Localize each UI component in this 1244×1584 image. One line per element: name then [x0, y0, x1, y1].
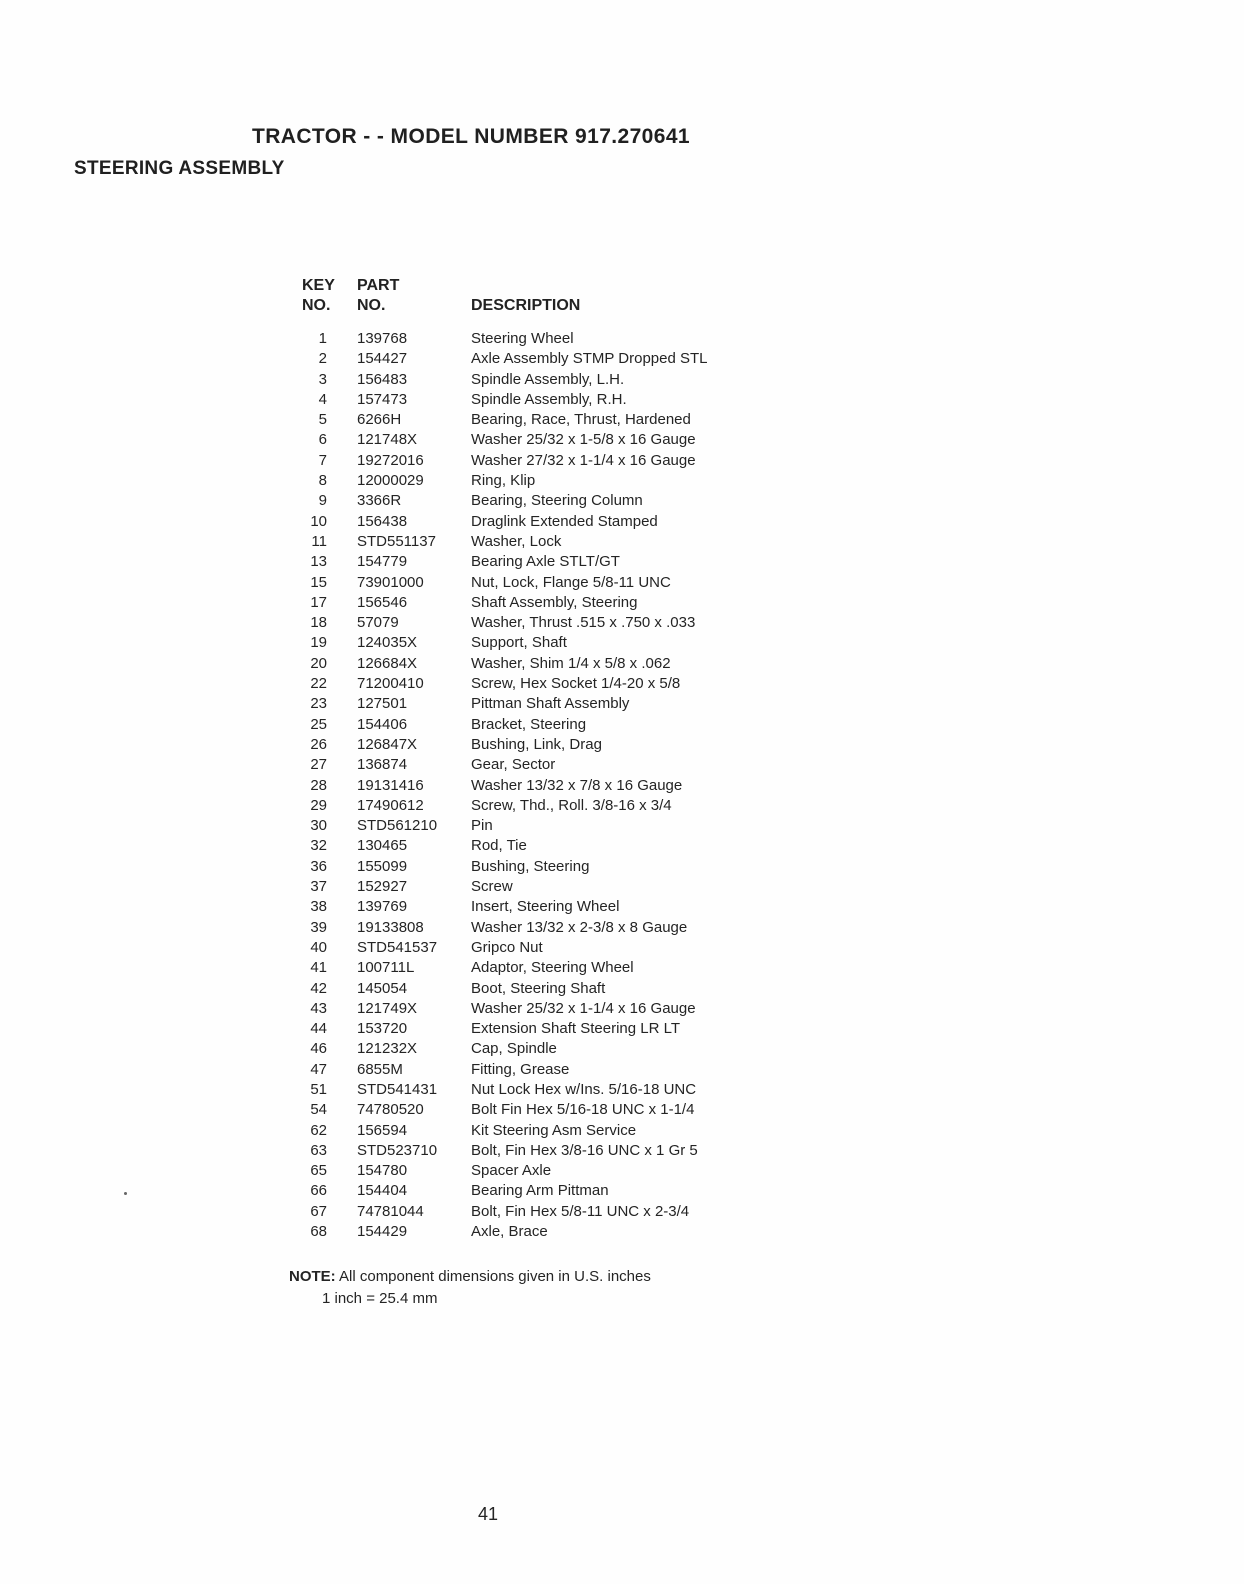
table-row	[296, 1121, 936, 1141]
table-row	[296, 1181, 936, 1201]
part-no-cell: 152927	[357, 878, 408, 896]
key-no-cell: 5	[318, 411, 327, 429]
note-text: All component dimensions given in U.S. inches	[335, 1268, 651, 1285]
table-row	[296, 715, 936, 735]
description-cell: Washer 27/32 x 1-1/4 x 16 Gauge	[471, 451, 696, 469]
table-row	[296, 735, 936, 755]
key-no-cell: 27	[310, 756, 327, 774]
table-row	[296, 938, 936, 958]
key-no-cell: 47	[310, 1060, 327, 1078]
key-no-cell: 20	[310, 654, 327, 672]
part-no-cell: 73901000	[357, 573, 424, 591]
part-no-cell: 126684X	[357, 654, 418, 672]
description-cell: Washer, Thrust .515 x .750 x .033	[471, 614, 696, 632]
description-cell: Insert, Steering Wheel	[471, 898, 620, 916]
part-no-cell: STD541431	[357, 1080, 438, 1098]
key-no-cell: 6	[318, 431, 327, 449]
key-no-cell: 29	[310, 796, 327, 814]
description-cell: Washer, Shim 1/4 x 5/8 x .062	[471, 654, 671, 672]
description-cell: Draglink Extended Stamped	[471, 512, 658, 530]
description-cell: Bolt, Fin Hex 3/8-16 UNC x 1 Gr 5	[471, 1141, 698, 1159]
key-no-cell: 9	[318, 492, 327, 510]
table-row	[296, 755, 936, 775]
table-row	[296, 958, 936, 978]
key-no-cell: 62	[310, 1121, 327, 1139]
description-cell: Steering Wheel	[471, 330, 574, 347]
table-row	[296, 573, 936, 593]
table-row	[296, 349, 936, 369]
description-cell: Pin	[471, 817, 493, 835]
table-row	[296, 390, 936, 410]
part-no-cell: 19272016	[357, 451, 424, 469]
description-cell: Adaptor, Steering Wheel	[471, 959, 634, 977]
table-row	[296, 999, 936, 1019]
table-row	[296, 1060, 936, 1080]
table-row	[296, 1019, 936, 1039]
part-no-cell: 6266H	[357, 411, 402, 429]
description-cell: Washer 13/32 x 2-3/8 x 8 Gauge	[471, 918, 688, 936]
part-no-cell: 57079	[357, 614, 399, 632]
key-no-cell: 67	[310, 1202, 327, 1220]
header-key-line2: NO.	[302, 297, 331, 314]
part-no-cell: 145054	[357, 979, 408, 997]
description-cell: Washer 13/32 x 7/8 x 16 Gauge	[471, 776, 683, 794]
key-no-cell: 46	[310, 1040, 327, 1058]
key-no-cell: 19	[310, 634, 327, 652]
part-no-cell: 12000029	[357, 472, 424, 490]
description-cell: Washer, Lock	[471, 532, 562, 550]
description-cell: Screw, Thd., Roll. 3/8-16 x 3/4	[471, 796, 672, 814]
table-row	[296, 897, 936, 917]
description-cell: Pittman Shaft Assembly	[471, 695, 630, 713]
part-no-cell: 136874	[357, 756, 408, 774]
part-no-cell: 156438	[357, 512, 408, 530]
description-cell: Boot, Steering Shaft	[471, 979, 606, 997]
description-cell: Ring, Klip	[471, 472, 536, 490]
key-no-cell: 3	[318, 370, 327, 388]
table-row	[296, 471, 936, 491]
part-no-cell: 74780520	[357, 1101, 424, 1119]
note-label: NOTE:	[289, 1268, 336, 1285]
table-row	[296, 552, 936, 572]
table-row	[296, 816, 936, 836]
part-no-cell: 157473	[357, 390, 408, 408]
header-part-line2: NO.	[357, 297, 386, 314]
key-no-cell: 4	[318, 390, 327, 408]
table-row	[296, 877, 936, 897]
parts-table	[296, 276, 936, 1242]
key-no-cell: 54	[310, 1101, 327, 1119]
part-no-cell: 126847X	[357, 735, 418, 753]
description-cell: Gripco Nut	[471, 938, 543, 956]
key-no-cell: 36	[310, 857, 327, 875]
key-no-cell: 10	[310, 512, 327, 530]
description-cell: Bearing Arm Pittman	[471, 1182, 609, 1200]
key-no-cell: 13	[310, 553, 327, 571]
description-cell: Fitting, Grease	[471, 1060, 570, 1078]
part-no-cell: 124035X	[357, 634, 418, 652]
table-header-line1	[296, 276, 936, 296]
table-row	[296, 1202, 936, 1222]
key-no-cell: 18	[310, 614, 327, 632]
key-no-cell: 17	[310, 593, 327, 611]
table-row	[296, 410, 936, 430]
description-cell: Bearing, Steering Column	[471, 492, 643, 510]
table-row	[296, 1161, 936, 1181]
note-block	[289, 1266, 651, 1310]
table-row	[296, 776, 936, 796]
key-no-cell: 15	[310, 573, 327, 591]
key-no-cell: 8	[318, 472, 327, 490]
description-cell: Bearing, Race, Thrust, Hardened	[471, 411, 691, 429]
page-number: 41	[478, 1504, 499, 1524]
key-no-cell: 7	[318, 451, 327, 469]
part-no-cell: 156546	[357, 593, 408, 611]
part-no-cell: 19133808	[357, 918, 424, 936]
description-cell: Washer 25/32 x 1-1/4 x 16 Gauge	[471, 999, 696, 1017]
part-no-cell: 154429	[357, 1223, 408, 1241]
part-no-cell: 3366R	[357, 492, 402, 510]
table-header	[296, 276, 936, 316]
key-no-cell: 38	[310, 898, 327, 916]
table-row	[296, 593, 936, 613]
description-cell: Shaft Assembly, Steering	[471, 593, 638, 611]
header-part-line1: PART	[357, 277, 400, 294]
page-title: TRACTOR - - MODEL NUMBER 917.270641	[252, 125, 690, 148]
key-no-cell: 2	[318, 350, 327, 368]
note-line1	[289, 1266, 651, 1288]
part-no-cell: 139769	[357, 898, 408, 916]
key-no-cell: 63	[310, 1141, 327, 1159]
table-row	[296, 1039, 936, 1059]
table-row	[296, 674, 936, 694]
key-no-cell: 30	[310, 817, 327, 835]
note-line2: 1 inch = 25.4 mm	[322, 1290, 438, 1307]
part-no-cell: 74781044	[357, 1202, 424, 1220]
description-cell: Bushing, Steering	[471, 857, 590, 875]
key-no-cell: 39	[310, 918, 327, 936]
part-no-cell: 17490612	[357, 796, 424, 814]
key-no-cell: 43	[310, 999, 327, 1017]
part-no-cell: 121232X	[357, 1040, 418, 1058]
key-no-cell: 41	[310, 959, 327, 977]
table-row	[296, 654, 936, 674]
description-cell: Spindle Assembly, R.H.	[471, 390, 627, 408]
part-no-cell: 154780	[357, 1162, 408, 1180]
description-cell: Gear, Sector	[471, 756, 556, 774]
header-description: DESCRIPTION	[471, 297, 581, 314]
section-title: STEERING ASSEMBLY	[74, 158, 285, 179]
part-no-cell: 139768	[357, 330, 408, 347]
part-no-cell: STD523710	[357, 1141, 438, 1159]
table-row	[296, 329, 936, 349]
description-cell: Spacer Axle	[471, 1162, 552, 1180]
part-no-cell: 154404	[357, 1182, 408, 1200]
description-cell: Spindle Assembly, L.H.	[471, 370, 625, 388]
table-row	[296, 1080, 936, 1100]
table-row	[296, 694, 936, 714]
key-no-cell: 68	[310, 1223, 327, 1241]
part-no-cell: STD541537	[357, 938, 438, 956]
part-no-cell: 121749X	[357, 999, 418, 1017]
table-row	[296, 836, 936, 856]
table-row	[296, 796, 936, 816]
key-no-cell: 22	[310, 675, 327, 693]
part-no-cell: 121748X	[357, 431, 418, 449]
table-row	[296, 491, 936, 511]
table-row	[296, 613, 936, 633]
header-key-line1: KEY	[302, 277, 335, 294]
key-no-cell: 1	[318, 330, 327, 347]
description-cell: Axle, Brace	[471, 1223, 548, 1241]
table-row	[296, 370, 936, 390]
description-cell: Extension Shaft Steering LR LT	[471, 1020, 681, 1038]
key-no-cell: 44	[310, 1020, 327, 1038]
table-row	[296, 532, 936, 552]
part-no-cell: 100711L	[357, 959, 415, 977]
key-no-cell: 23	[310, 695, 327, 713]
part-no-cell: 154779	[357, 553, 408, 571]
key-no-cell: 37	[310, 878, 327, 896]
key-no-cell: 51	[310, 1080, 327, 1098]
table-row	[296, 918, 936, 938]
table-row	[296, 979, 936, 999]
table-row	[296, 430, 936, 450]
part-no-cell: 155099	[357, 857, 408, 875]
description-cell: Bolt Fin Hex 5/16-18 UNC x 1-1/4	[471, 1101, 695, 1119]
description-cell: Bushing, Link, Drag	[471, 735, 602, 753]
part-no-cell: 127501	[357, 695, 408, 713]
table-row	[296, 512, 936, 532]
key-no-cell: 40	[310, 938, 327, 956]
key-no-cell: 25	[310, 715, 327, 733]
description-cell: Axle Assembly STMP Dropped STL	[471, 350, 708, 368]
key-no-cell: 66	[310, 1182, 327, 1200]
part-no-cell: 130465	[357, 837, 408, 855]
parts-rows	[296, 329, 936, 1242]
part-no-cell: 156483	[357, 370, 408, 388]
description-cell: Rod, Tie	[471, 837, 527, 855]
description-cell: Bolt, Fin Hex 5/8-11 UNC x 2-3/4	[471, 1202, 690, 1220]
scan-artifact-dot	[124, 1192, 127, 1195]
description-cell: Kit Steering Asm Service	[471, 1121, 637, 1139]
part-no-cell: 71200410	[357, 675, 424, 693]
part-no-cell: 6855M	[357, 1060, 403, 1078]
description-cell: Bracket, Steering	[471, 715, 587, 733]
key-no-cell: 11	[311, 532, 327, 550]
description-cell: Support, Shaft	[471, 634, 567, 652]
description-cell: Nut Lock Hex w/Ins. 5/16-18 UNC	[471, 1080, 697, 1098]
table-row	[296, 1222, 936, 1242]
part-no-cell: STD561210	[357, 817, 438, 835]
key-no-cell: 26	[310, 735, 327, 753]
description-cell: Screw	[471, 878, 513, 896]
part-no-cell: STD551137	[357, 532, 436, 550]
description-cell: Screw, Hex Socket 1/4-20 x 5/8	[471, 675, 681, 693]
description-cell: Bearing Axle STLT/GT	[471, 553, 620, 571]
description-cell: Washer 25/32 x 1-5/8 x 16 Gauge	[471, 431, 696, 449]
key-no-cell: 28	[310, 776, 327, 794]
key-no-cell: 32	[310, 837, 327, 855]
table-row	[296, 451, 936, 471]
table-row	[296, 857, 936, 877]
table-row	[296, 1100, 936, 1120]
part-no-cell: 154406	[357, 715, 408, 733]
description-cell: Cap, Spindle	[471, 1040, 557, 1058]
part-no-cell: 154427	[357, 350, 408, 368]
table-row	[296, 633, 936, 653]
part-no-cell: 156594	[357, 1121, 408, 1139]
header-desc-spacer	[471, 276, 936, 296]
table-header-line2	[296, 296, 936, 316]
table-row	[296, 1141, 936, 1161]
part-no-cell: 153720	[357, 1020, 408, 1038]
key-no-cell: 65	[310, 1162, 327, 1180]
part-no-cell: 19131416	[357, 776, 424, 794]
description-cell: Nut, Lock, Flange 5/8-11 UNC	[471, 573, 671, 591]
key-no-cell: 42	[310, 979, 327, 997]
